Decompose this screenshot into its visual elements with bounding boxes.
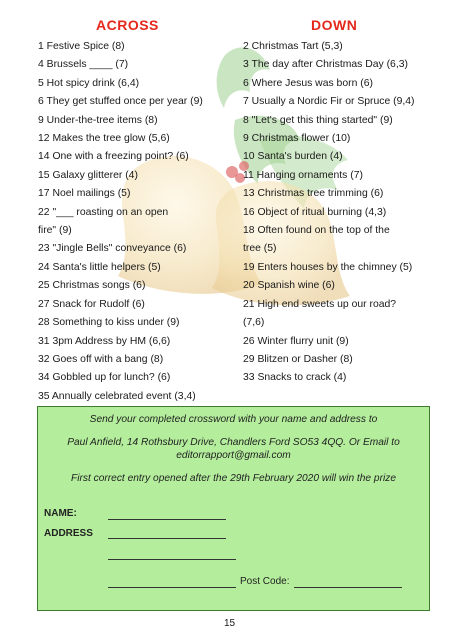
clue-item: 28 Something to kiss under (9) (38, 317, 180, 329)
clue-item: 9 Christmas flower (10) (243, 133, 351, 145)
clue-item: 18 Often found on the top of the (243, 225, 390, 237)
clue-item: 33 Snacks to crack (4) (243, 372, 347, 384)
clue-item: 12 Makes the tree glow (5,6) (38, 133, 170, 145)
clue-item: 9 Under-the-tree items (8) (38, 114, 158, 126)
clue-item: tree (5) (243, 243, 277, 255)
clue-item: 24 Santa's little helpers (5) (38, 261, 161, 273)
clue-item: 29 Blitzen or Dasher (8) (243, 353, 353, 365)
name-line[interactable] (108, 519, 226, 520)
address-line-3[interactable] (108, 587, 236, 588)
clue-item: 34 Gobbled up for lunch? (6) (38, 372, 171, 384)
clue-item: 15 Galaxy glitterer (4) (38, 169, 138, 181)
postcode-line[interactable] (294, 587, 402, 588)
clue-item: 3 The day after Christmas Day (6,3) (243, 59, 408, 71)
clue-item: 6 Where Jesus was born (6) (243, 77, 373, 89)
address-line-2[interactable] (108, 559, 236, 560)
clue-item: 1 Festive Spice (8) (38, 41, 125, 52)
across-clues (38, 38, 243, 406)
across-column (38, 12, 243, 406)
clue-item: 20 Spanish wine (6) (243, 280, 335, 292)
clue-item: 26 Winter flurry unit (9) (243, 335, 349, 347)
clue-item: 11 Hanging ornaments (7) (243, 169, 363, 181)
clue-item: 25 Christmas songs (6) (38, 280, 146, 292)
clue-item: 35 Annually celebrated event (3,4) (38, 390, 196, 402)
clue-item: 17 Noel mailings (5) (38, 188, 131, 200)
clue-item: 32 Goes off with a bang (8) (38, 353, 164, 365)
clue-item: 23 "Jingle Bells" conveyance (6) (38, 243, 187, 255)
clue-item: 27 Snack for Rudolf (6) (38, 298, 145, 310)
address-line-1[interactable] (108, 538, 226, 539)
clue-item: 13 Christmas tree trimming (6) (243, 188, 384, 200)
clue-item: 8 "Let's get this thing started" (9) (243, 114, 393, 126)
email-address: editorrapport@gmail.com (176, 450, 291, 461)
clue-item: 22 "___ roasting on an open (38, 206, 169, 218)
clue-item: 5 Hot spicy drink (6,4) (38, 77, 140, 89)
page-number: 15 (223, 618, 236, 629)
clue-item: 2 Christmas Tart (5,3) (243, 41, 343, 52)
clue-item: fire" (9) (38, 225, 72, 237)
name-label: NAME: (44, 508, 77, 519)
clue-item: 21 High end sweets up our road? (243, 298, 397, 310)
clue-item: 31 3pm Address by HM (6,6) (38, 335, 171, 347)
prize-note: First correct entry opened after the 29th February 2020 will win the prize (70, 473, 397, 484)
clue-item: 6 They get stuffed once per year (9) (38, 96, 203, 108)
postcode-label: Post Code: (240, 576, 290, 587)
clue-item: 14 One with a freezing point? (6) (38, 151, 189, 163)
entry-instructions: Send your completed crossword with your name and address to (89, 414, 378, 425)
clue-item: 7 Usually a Nordic Fir or Spruce (9,4) (243, 96, 415, 108)
clue-item: 16 Object of ritual burning (4,3) (243, 206, 387, 218)
postal-address: Paul Anfield, 14 Rothsbury Drive, Chandlers Ford SO53 4QQ. Or Email to (67, 437, 400, 448)
across-heading: ACROSS (96, 17, 159, 33)
clue-item: 4 Brussels ____ (7) (38, 59, 129, 71)
address-label: ADDRESS (44, 528, 93, 539)
clue-item: 19 Enters houses by the chimney (5) (243, 261, 413, 273)
down-clues (243, 38, 443, 388)
down-column (243, 12, 443, 388)
clue-item: (7,6) (243, 317, 265, 329)
clue-item: 10 Santa's burden (4) (243, 151, 343, 163)
entry-form-box (37, 406, 430, 611)
down-heading: DOWN (311, 17, 358, 33)
